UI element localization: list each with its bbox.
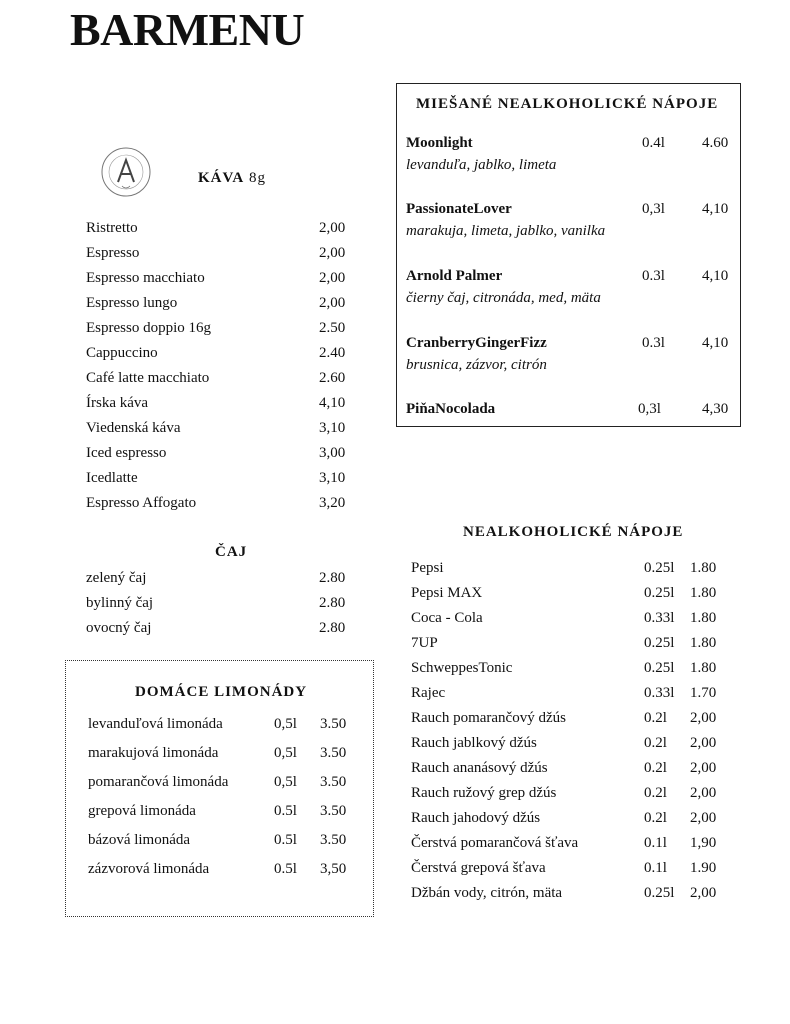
coffee-row [86,316,356,341]
tea-item-price: 2.80 [319,595,346,611]
coffee-row [86,366,356,391]
coffee-row [86,466,356,491]
mixed-drink-item [406,198,736,248]
soft-row [411,581,741,606]
soft-row [411,781,741,806]
soft-row [411,681,741,706]
soft-item-volume: 0.2l [644,710,667,726]
coffee-item-price: 3,00 [319,445,346,461]
soft-item-volume: 0.25l [644,585,675,601]
mixed-drink-item [406,265,736,315]
tea-row [86,591,356,616]
lemonades-item-price: 3.50 [320,803,347,819]
soft-item-volume: 0.25l [644,660,675,676]
soft-item-name: Džbán vody, citrón, mäta [411,885,563,901]
mixed-drink-item [406,132,736,182]
lemonades-item-price: 3.50 [320,745,347,761]
soft-row [411,656,741,681]
lemonades-item-volume: 0.5l [274,832,297,848]
soft-item-name: Rauch ružový grep džús [411,785,557,801]
coffee-item-name: Espresso Affogato [86,495,197,511]
soft-row [411,606,741,631]
tea-item-price: 2.80 [319,570,346,586]
soft-item-name: 7UP [411,635,438,651]
soft-item-name: Čerstvá grepová šťava [411,860,546,876]
coffee-row [86,291,356,316]
coffee-item-name: Iced espresso [86,445,167,461]
lemonades-item-name: pomarančová limonáda [88,774,229,790]
coffee-item-price: 2,00 [319,270,346,286]
tea-item-price: 2.80 [319,620,346,636]
soft-row [411,806,741,831]
coffee-row [86,391,356,416]
mixed-drinks-list [406,132,736,422]
soft-item-price: 1.80 [690,610,717,626]
soft-item-name: Rauch pomarančový džús [411,710,566,726]
lemonades-heading: DOMÁCE LIMONÁDY [135,684,308,700]
menu-title: BARMENU [70,4,305,55]
soft-item-price: 2,00 [690,785,717,801]
mixed-drink-item [406,398,736,448]
lemonades-row [88,826,368,855]
mixed-drink-price: 4,10 [702,335,729,351]
soft-item-price: 2,00 [690,885,717,901]
soft-row [411,881,741,906]
lemonades-row [88,855,368,884]
mixed-drink-price: 4,10 [702,201,729,217]
soft-item-volume: 0.1l [644,835,667,851]
coffee-heading [198,170,266,187]
coffee-item-name: Espresso lungo [86,295,178,311]
lemonades-item-price: 3,50 [320,861,347,877]
coffee-heading-label: KÁVA [198,170,245,186]
mixed-drinks-heading: MIEŠANÉ NEALKOHOLICKÉ NÁPOJE [416,96,719,112]
soft-row [411,731,741,756]
cafe-logo-emblem-icon [98,146,154,198]
lemonades-item-price: 3.50 [320,774,347,790]
soft-item-price: 1.90 [690,860,717,876]
soft-item-volume: 0.2l [644,760,667,776]
soft-item-name: Rauch jahodový džús [411,810,541,826]
lemonades-item-name: grepová limonáda [88,803,196,819]
mixed-drink-description: levanduľa, jablko, limeta [406,157,557,173]
soft-item-price: 1.80 [690,660,717,676]
lemonades-row [88,710,368,739]
mixed-drink-description: čierny čaj, citronáda, med, mäta [406,290,601,306]
soft-item-name: SchweppesTonic [411,660,513,676]
soft-item-price: 2,00 [690,735,717,751]
mixed-drink-description: brusnica, zázvor, citrón [406,357,547,373]
lemonades-row [88,739,368,768]
coffee-item-name: Espresso [86,245,140,261]
coffee-row [86,491,356,516]
soft-drinks-heading: NEALKOHOLICKÉ NÁPOJE [463,524,684,540]
coffee-row [86,241,356,266]
lemonades-item-volume: 0,5l [274,774,297,790]
soft-row [411,831,741,856]
soft-item-name: Rauch jablkový džús [411,735,537,751]
coffee-item-name: Ristretto [86,220,138,236]
coffee-item-price: 2,00 [319,220,346,236]
coffee-item-price: 2,00 [319,295,346,311]
soft-item-name: Pepsi [411,560,444,576]
soft-item-volume: 0.1l [644,860,667,876]
lemonades-item-price: 3.50 [320,832,347,848]
soft-row [411,856,741,881]
soft-item-name: Rajec [411,685,446,701]
mixed-drink-item [406,332,736,382]
mixed-drink-description: marakuja, limeta, jablko, vanilka [406,223,606,239]
soft-item-price: 1.80 [690,585,717,601]
lemonades-item-volume: 0,5l [274,716,297,732]
mixed-drink-name: PiňaNocolada [406,401,496,417]
coffee-row [86,341,356,366]
coffee-item-name: Café latte macchiato [86,370,210,386]
coffee-item-price: 3,10 [319,470,346,486]
coffee-row [86,216,356,241]
soft-item-price: 2,00 [690,760,717,776]
tea-item-name: bylinný čaj [86,595,154,611]
mixed-drink-volume: 0.4l [642,135,665,151]
mixed-drink-name: Arnold Palmer [406,268,503,284]
soft-item-volume: 0.25l [644,560,675,576]
mixed-drink-price: 4.60 [702,135,729,151]
soft-item-volume: 0.2l [644,735,667,751]
soft-item-name: Pepsi MAX [411,585,483,601]
coffee-item-name: Viedenská káva [86,420,181,436]
coffee-item-price: 2.50 [319,320,346,336]
lemonades-row [88,797,368,826]
soft-item-volume: 0.2l [644,810,667,826]
mixed-drink-name: CranberryGingerFizz [406,335,547,351]
tea-item-name: ovocný čaj [86,620,152,636]
lemonades-item-name: marakujová limonáda [88,745,219,761]
soft-item-volume: 0.33l [644,610,675,626]
tea-item-name: zelený čaj [86,570,147,586]
coffee-item-price: 2.40 [319,345,346,361]
lemonades-list [88,710,368,890]
lemonades-item-volume: 0.5l [274,803,297,819]
tea-list [86,566,356,646]
coffee-item-name: Espresso doppio 16g [86,320,211,336]
lemonades-item-name: levanduľová limonáda [88,716,223,732]
soft-item-volume: 0.33l [644,685,675,701]
soft-item-name: Čerstvá pomarančová šťava [411,835,579,851]
soft-item-volume: 0.25l [644,885,675,901]
coffee-row [86,441,356,466]
tea-row [86,616,356,641]
soft-row [411,706,741,731]
coffee-item-name: Írska káva [86,395,149,411]
coffee-item-price: 2.60 [319,370,346,386]
coffee-row [86,416,356,441]
coffee-list [86,216,356,516]
coffee-item-price: 4,10 [319,395,346,411]
soft-item-price: 1,90 [690,835,717,851]
soft-row [411,756,741,781]
soft-item-price: 1.80 [690,560,717,576]
mixed-drink-volume: 0,3l [638,401,661,417]
mixed-drink-name: PassionateLover [406,201,512,217]
soft-item-price: 1.80 [690,635,717,651]
soft-row [411,631,741,656]
mixed-drink-name: Moonlight [406,135,473,151]
mixed-drink-volume: 0.3l [642,268,665,284]
tea-row [86,566,356,591]
soft-drinks-list [411,556,741,906]
coffee-item-price: 3,20 [319,495,346,511]
tea-heading: ČAJ [215,544,248,560]
lemonades-item-name: bázová limonáda [88,832,191,848]
lemonades-item-volume: 0.5l [274,861,297,877]
coffee-item-price: 3,10 [319,420,346,436]
mixed-drink-volume: 0.3l [642,335,665,351]
coffee-item-name: Icedlatte [86,470,138,486]
soft-item-price: 2,00 [690,810,717,826]
lemonades-item-price: 3.50 [320,716,347,732]
soft-item-price: 1.70 [690,685,717,701]
lemonades-item-volume: 0,5l [274,745,297,761]
lemonades-row [88,768,368,797]
soft-item-price: 2,00 [690,710,717,726]
soft-item-name: Coca - Cola [411,610,483,626]
soft-item-name: Rauch ananásový džús [411,760,548,776]
coffee-heading-note: 8g [248,170,266,186]
mixed-drink-price: 4,10 [702,268,729,284]
soft-row [411,556,741,581]
mixed-drink-price: 4,30 [702,401,729,417]
coffee-row [86,266,356,291]
mixed-drink-volume: 0,3l [642,201,665,217]
coffee-item-name: Cappuccino [86,345,158,361]
soft-item-volume: 0.2l [644,785,667,801]
coffee-item-price: 2,00 [319,245,346,261]
coffee-item-name: Espresso macchiato [86,270,205,286]
lemonades-item-name: zázvorová limonáda [88,861,210,877]
soft-item-volume: 0.25l [644,635,675,651]
